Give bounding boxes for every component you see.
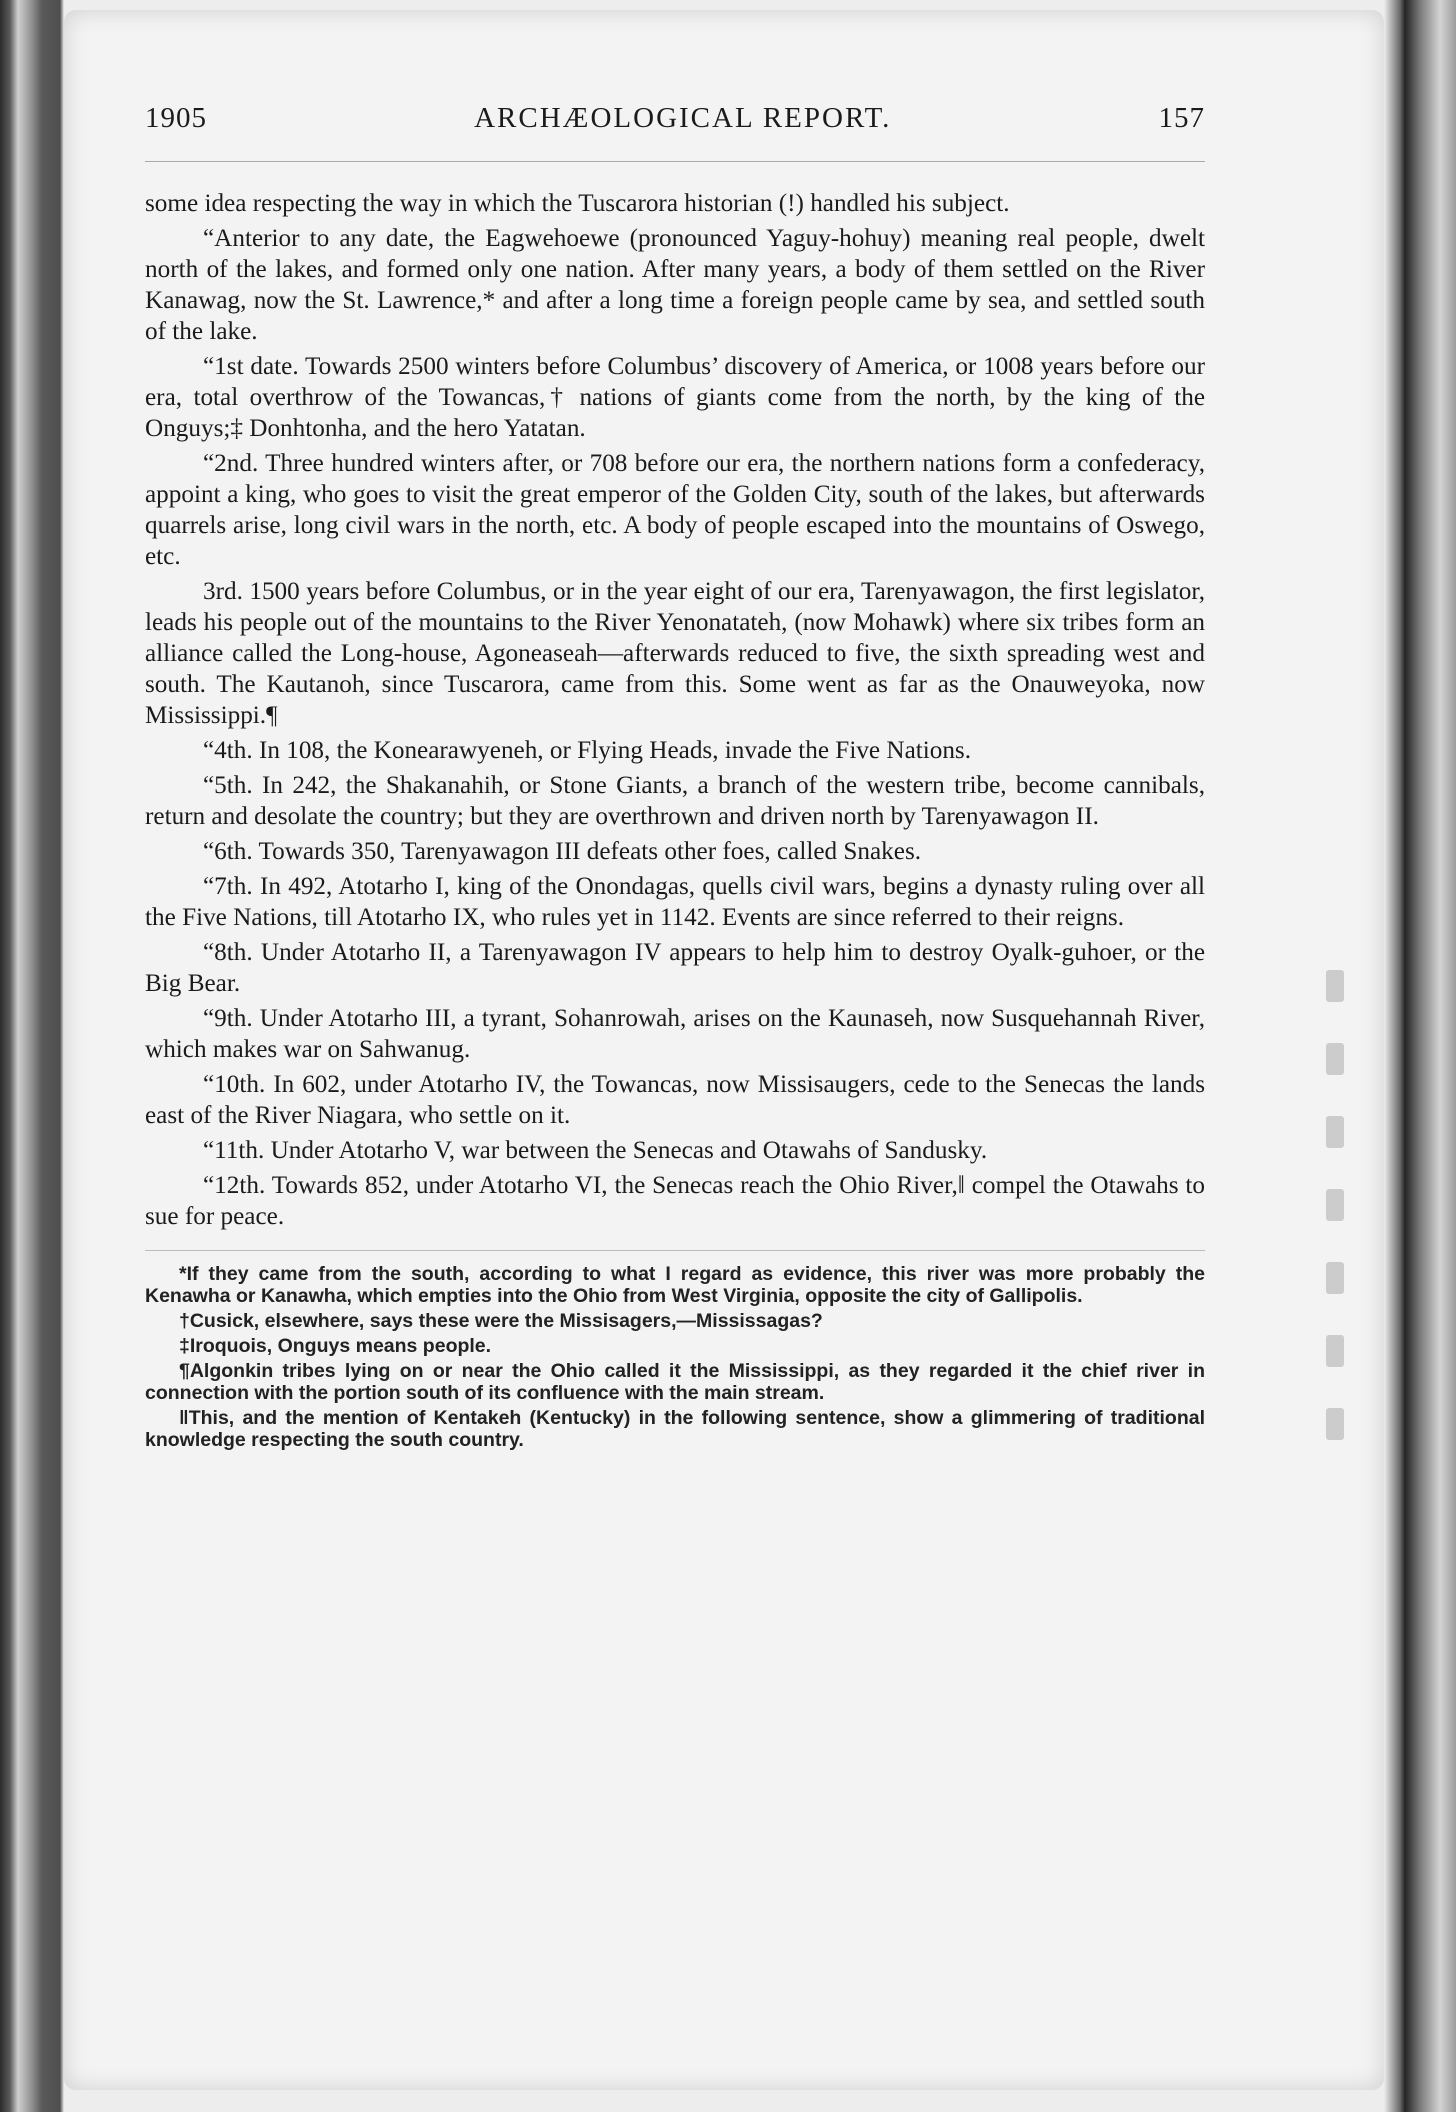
footnote-double-dagger: ‡Iroquois, Onguys means people. — [179, 1335, 492, 1357]
margin-mark — [1326, 1043, 1344, 1075]
paragraph-6th: “6th. Towards 350, Tarenyawagon III defeats other foes, called Snakes. — [203, 838, 922, 865]
body-text — [145, 188, 1205, 1232]
paragraph-11th: “11th. Under Atotarho V, war between the Senecas and Otawahs of Sandusky. — [203, 1137, 988, 1164]
header-page-number: 157 — [1158, 102, 1205, 134]
margin-mark — [1326, 970, 1344, 1002]
footnote-rule — [145, 1250, 1205, 1251]
footnote-asterisk: *If they came from the south, according to what I regard as evidence, this river was more probably the Kenawha or Kanawha, which empties into the Ohio from West Virginia, opposite the city of Gallipolis. — [145, 1263, 1205, 1307]
footnotes — [145, 1263, 1205, 1451]
footnote-pilcrow: ¶Algonkin tribes lying on or near the Ohio called it the Mississippi, as they regarded it the chief river in connection with the portion south of its confluence with the main stream. — [145, 1360, 1205, 1404]
paragraph-12th: “12th. Towards 852, under Atotarho VI, the Senecas reach the Ohio River,‖ compel the Otawahs to sue for peace. — [145, 1172, 1205, 1230]
margin-artifacts — [1326, 970, 1344, 1440]
header-year: 1905 — [145, 102, 207, 134]
running-head — [145, 102, 1205, 135]
book-page — [64, 10, 1384, 2090]
paragraph-8th: “8th. Under Atotarho II, a Tarenyawagon IV appears to help him to destroy Oyalk-guhoer, or the Big Bear. — [145, 939, 1205, 997]
paragraph-7th: “7th. In 492, Atotarho I, king of the Onondagas, quells civil wars, begins a dynasty ruling over all the Five Nations, till Atotarho IX, who rules yet in 1142. Events are since referred to their reigns. — [145, 873, 1205, 931]
paragraph-5th: “5th. In 242, the Shakanahih, or Stone Giants, a branch of the western tribe, become cannibals, return and desolate the country; but they are overthrown and driven north by Tarenyawagon II. — [145, 772, 1205, 830]
paragraph-anterior: “Anterior to any date, the Eagwehoewe (pronounced Yaguy-hohuy) meaning real people, dwelt north of the lakes, and formed only one nation. After many years, a body of them settled on the River Kanawag, now the St. Lawrence,* and after a long time a foreign people came by sea, and settled south of the lake. — [145, 225, 1205, 345]
paragraph-10th: “10th. In 602, under Atotarho IV, the Towancas, now Missisaugers, cede to the Senecas the lands east of the River Niagara, who settle on it. — [145, 1071, 1205, 1129]
paragraph-9th: “9th. Under Atotarho III, a tyrant, Sohanrowah, arises on the Kaunaseh, now Susquehannah River, which makes war on Sahwanug. — [145, 1005, 1205, 1063]
paragraph-3rd: 3rd. 1500 years before Columbus, or in the year eight of our era, Tarenyawagon, the first legislator, leads his people out of the mountains to the River Yenonatateh, (now Mohawk) where six tribes form an alliance called the Long-house, Agoneaseah—afterwards reduced to five, the sixth spreading west and south. The Kautanoh, since Tuscarora, came from this. Some went as far as the Onauweyoka, now Mississippi.¶ — [145, 578, 1205, 729]
margin-mark — [1326, 1262, 1344, 1294]
margin-mark — [1326, 1408, 1344, 1440]
paragraph-4th: “4th. In 108, the Konearawyeneh, or Flying Heads, invade the Five Nations. — [203, 737, 972, 764]
header-rule — [145, 161, 1205, 162]
paragraph-2nd: “2nd. Three hundred winters after, or 708 before our era, the northern nations form a confederacy, appoint a king, who goes to visit the great emperor of the Golden City, south of the lakes, but afterwards quarrels arise, long civil wars in the north, etc. A body of people escaped into the mountains of Oswego, etc. — [145, 450, 1205, 570]
paragraph-intro: some idea respecting the way in which the Tuscarora historian (!) handled his subject. — [145, 190, 1010, 217]
footnote-parallel: ‖This, and the mention of Kentakeh (Kentucky) in the following sentence, show a glimmering of traditional knowledge respecting the south country. — [145, 1407, 1205, 1451]
margin-mark — [1326, 1189, 1344, 1221]
paragraph-1st-date: “1st date. Towards 2500 winters before Columbus’ discovery of America, or 1008 years before our era, total overthrow of the Towancas,† nations of giants come from the north, by the king of the Onguys;‡ Donhtonha, and the hero Yatatan. — [145, 353, 1205, 442]
page-content — [145, 102, 1205, 1454]
margin-mark — [1326, 1116, 1344, 1148]
footnote-dagger: †Cusick, elsewhere, says these were the Missisagers,—Mississagas? — [179, 1310, 823, 1332]
header-title: ARCHÆOLOGICAL REPORT. — [474, 102, 892, 134]
margin-mark — [1326, 1335, 1344, 1367]
